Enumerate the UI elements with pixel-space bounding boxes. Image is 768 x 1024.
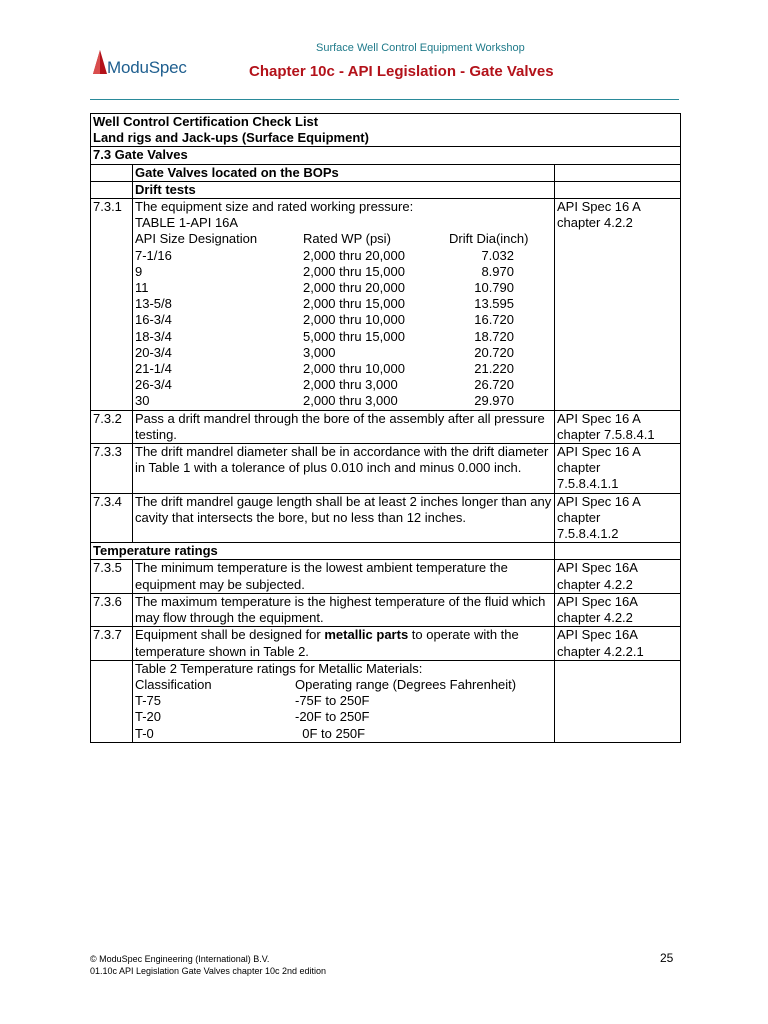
item-reference: API Spec 16 A chapter 7.5.8.4.1.2	[555, 493, 681, 543]
footer	[90, 953, 326, 977]
item-text: The drift mandrel diameter shall be in accordance with the drift diameter in Table 1 with a tolerance of plus 0.010 inch and minus 0.000 inch.	[133, 444, 555, 494]
temperature-row: T-75 -75F to 250F	[135, 693, 370, 709]
size-table: API Size Designation Rated WP (psi) Drift Dia(inch)	[135, 231, 529, 247]
temperature-rows	[135, 693, 552, 742]
subheading: Gate Valves located on the BOPs	[133, 164, 555, 181]
item-number: 7.3.7	[91, 627, 133, 660]
checklist-title: Well Control Certification Check List Land rigs and Jack-ups (Surface Equipment)	[91, 114, 681, 147]
logo-text: ModuSpec	[107, 58, 187, 77]
temperature-heading: Temperature ratings	[91, 543, 555, 560]
table-row	[91, 164, 681, 181]
item-number: 7.3.1	[91, 199, 133, 411]
item-reference: API Spec 16A chapter 4.2.2	[555, 593, 681, 626]
page-number: 25	[660, 951, 674, 965]
temperature-row: T-20 -20F to 250F	[135, 709, 370, 725]
table-row	[91, 114, 681, 147]
table-row	[91, 543, 681, 560]
table-row	[91, 444, 681, 494]
item-text: The equipment size and rated working pressure: TABLE 1-API 16A API Size Designation Rated WP (psi) Drift Dia(inch) 7-1/16 2,000 thru 20,000 7.032 9 2,000 thru 15,000 8.970 11 2,000 thru 20,000 10.790 13-5/8 2,000 thru 15,000 13.595 16-3/4 2,000 thru 10,000 16.720 18-3/4 5,000 thru 15,000 18.720 20-3/4 3,000 20.720 21-1/4 2,000 thru 10,000 21.220 26-3/4 2,000 thru 3,000 26.720 30 2,000 thru 3,000 29.970	[133, 199, 555, 411]
item-number: 7.3.3	[91, 444, 133, 494]
item-number: 7.3.2	[91, 410, 133, 443]
item-text: Equipment shall be designed for metallic parts to operate with the temperature shown in Table 2.	[133, 627, 555, 660]
section-heading: 7.3 Gate Valves	[91, 147, 681, 164]
table-row	[91, 627, 681, 660]
item-reference: API Spec 16 A chapter 7.5.8.4.1	[555, 410, 681, 443]
temperature-table: Table 2 Temperature ratings for Metallic Materials: Classification Operating range (Degrees Fahrenheit) T-75 -75F to 250F T-20 -20F to 250F T-0 0F to 250F	[133, 660, 555, 742]
item-number: 7.3.5	[91, 560, 133, 593]
table-row	[91, 181, 681, 198]
size-rows	[135, 248, 552, 410]
table-row	[91, 410, 681, 443]
item-reference: API Spec 16 A chapter 7.5.8.4.1.1	[555, 444, 681, 494]
header-divider	[90, 99, 679, 100]
subheading: Drift tests	[133, 181, 555, 198]
size-row: 21-1/4 2,000 thru 10,000 21.220	[135, 361, 514, 377]
size-row: 9 2,000 thru 15,000 8.970	[135, 263, 514, 279]
item-number: 7.3.4	[91, 493, 133, 543]
item-text: The minimum temperature is the lowest ambient temperature the equipment may be subjected.	[133, 560, 555, 593]
size-row: 26-3/4 2,000 thru 3,000 26.720	[135, 377, 514, 393]
item-text: The drift mandrel gauge length shall be at least 2 inches longer than any cavity that intersects the bore, but no less than 12 inches.	[133, 493, 555, 543]
checklist-table	[90, 113, 681, 743]
size-row: 18-3/4 5,000 thru 15,000 18.720	[135, 328, 514, 344]
copyright: © ModuSpec Engineering (International) B.V.	[90, 954, 270, 964]
size-row: 20-3/4 3,000 20.720	[135, 344, 514, 360]
table-row	[91, 660, 681, 742]
table-row	[91, 560, 681, 593]
table-row	[91, 593, 681, 626]
size-row: 11 2,000 thru 20,000 10.790	[135, 280, 514, 296]
item-reference: API Spec 16A chapter 4.2.2	[555, 560, 681, 593]
item-reference: API Spec 16 A chapter 4.2.2	[555, 199, 681, 411]
document-id: 01.10c API Legislation Gate Valves chapter 10c 2nd edition	[90, 966, 326, 976]
table-row	[91, 493, 681, 543]
size-row: 7-1/16 2,000 thru 20,000 7.032	[135, 247, 514, 263]
table-row	[91, 199, 681, 411]
item-reference: API Spec 16A chapter 4.2.2.1	[555, 627, 681, 660]
chapter-title: Chapter 10c - API Legislation - Gate Valves	[249, 63, 554, 80]
workshop-title: Surface Well Control Equipment Workshop	[316, 42, 525, 54]
item-text: Pass a drift mandrel through the bore of the assembly after all pressure testing.	[133, 410, 555, 443]
size-row: 13-5/8 2,000 thru 15,000 13.595	[135, 296, 514, 312]
item-text: The maximum temperature is the highest temperature of the fluid which may flow through the equipment.	[133, 593, 555, 626]
item-number: 7.3.6	[91, 593, 133, 626]
size-row: 30 2,000 thru 3,000 29.970	[135, 393, 514, 409]
size-row: 16-3/4 2,000 thru 10,000 16.720	[135, 312, 514, 328]
temperature-row: T-0 0F to 250F	[135, 725, 366, 741]
table-row	[91, 147, 681, 164]
